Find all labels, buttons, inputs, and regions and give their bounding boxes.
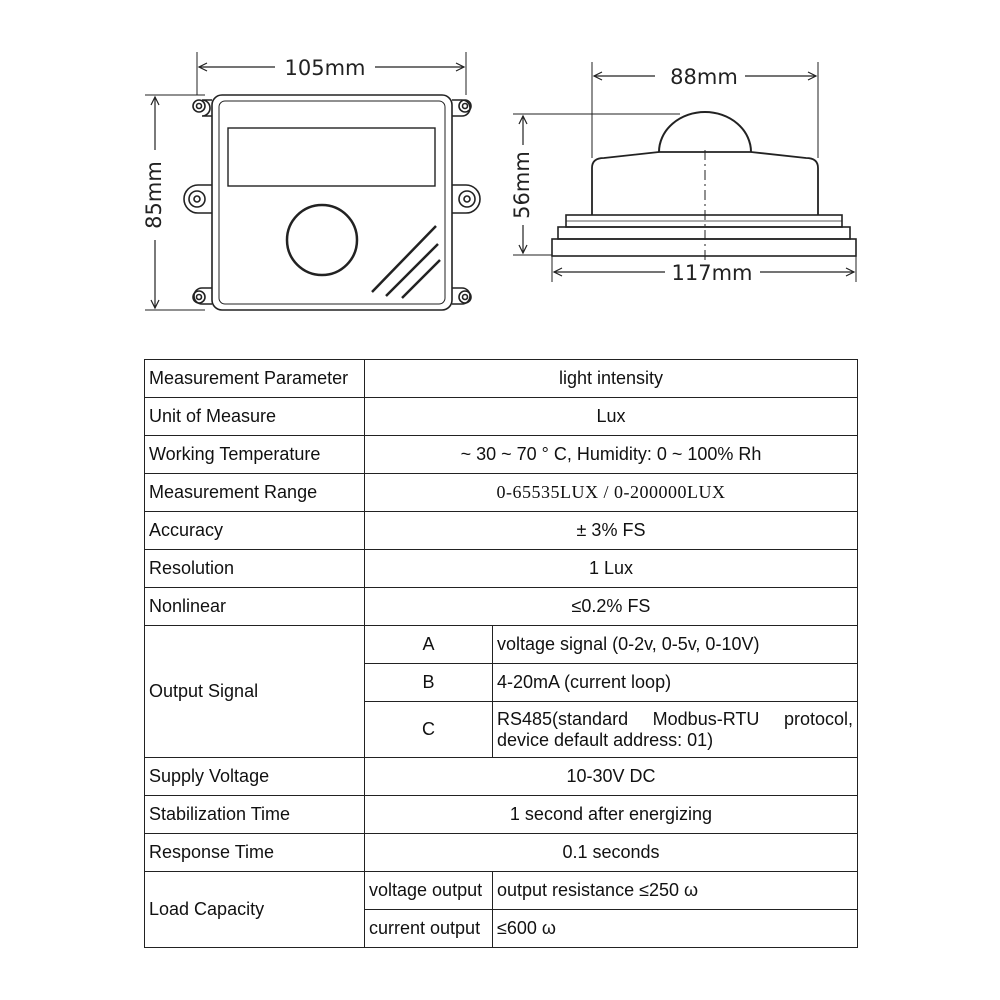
spec-table (144, 359, 858, 948)
spec-value: ≤0.2% FS (365, 588, 858, 626)
table-row (145, 796, 858, 834)
load-value: output resistance ≤250 ω (493, 872, 858, 910)
option-text: voltage signal (0-2v, 0-5v, 0-10V) (493, 626, 858, 664)
table-row (145, 872, 858, 910)
spec-value: 0-65535LUX / 0-200000LUX (365, 474, 858, 512)
side-view-drawing (513, 62, 856, 282)
spec-label: Output Signal (145, 626, 365, 758)
spec-value: light intensity (365, 360, 858, 398)
spec-value: 10-30V DC (365, 758, 858, 796)
spec-value: 1 second after energizing (365, 796, 858, 834)
table-row (145, 474, 858, 512)
side-bottom-width-label: 117mm (671, 261, 753, 285)
load-type: voltage output (365, 872, 493, 910)
table-row (145, 360, 858, 398)
table-row (145, 626, 858, 664)
spec-label: Load Capacity (145, 872, 365, 948)
front-width-label: 105mm (284, 56, 366, 80)
spec-value: Lux (365, 398, 858, 436)
option-text: RS485(standard Modbus-RTU protocol, device default address: 01) (493, 702, 858, 758)
side-height-label: 56mm (510, 151, 534, 219)
table-row (145, 758, 858, 796)
spec-label: Accuracy (145, 512, 365, 550)
front-height-label: 85mm (142, 161, 166, 229)
spec-label: Resolution (145, 550, 365, 588)
option-text: 4-20mA (current loop) (493, 664, 858, 702)
spec-label: Nonlinear (145, 588, 365, 626)
load-value: ≤600 ω (493, 910, 858, 948)
front-view-drawing (145, 52, 480, 310)
spec-value: ~ 30 ~ 70 ° C, Humidity: 0 ~ 100% Rh (365, 436, 858, 474)
spec-label: Supply Voltage (145, 758, 365, 796)
table-row (145, 834, 858, 872)
spec-label: Stabilization Time (145, 796, 365, 834)
side-top-width-label: 88mm (670, 65, 738, 89)
spec-label: Unit of Measure (145, 398, 365, 436)
option-key: C (365, 702, 493, 758)
spec-label: Measurement Range (145, 474, 365, 512)
table-row (145, 398, 858, 436)
table-row (145, 550, 858, 588)
spec-value: 0.1 seconds (365, 834, 858, 872)
option-key: B (365, 664, 493, 702)
spec-label: Measurement Parameter (145, 360, 365, 398)
option-key: A (365, 626, 493, 664)
dimension-drawings (0, 0, 1000, 340)
spec-label: Response Time (145, 834, 365, 872)
spec-value: ± 3% FS (365, 512, 858, 550)
spec-label: Working Temperature (145, 436, 365, 474)
table-row (145, 436, 858, 474)
table-row (145, 512, 858, 550)
spec-value: 1 Lux (365, 550, 858, 588)
load-type: current output (365, 910, 493, 948)
table-row (145, 588, 858, 626)
